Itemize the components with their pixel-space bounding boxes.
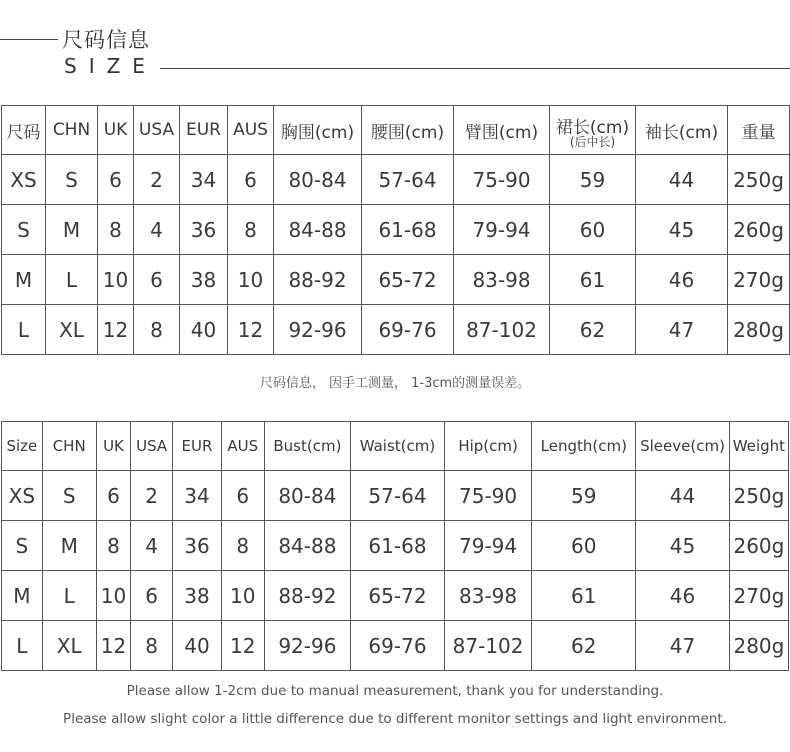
header-cell: CHN [46,106,98,155]
table-cell: 88-92 [264,571,351,621]
table-cell: 75-90 [444,471,532,521]
table-cell: 6 [134,255,180,305]
table-cell: XL [42,621,96,671]
table-cell: 59 [532,471,636,521]
table-cell: 69-76 [362,305,454,355]
header-cell: 腰围(cm) [362,106,454,155]
table-cell: 38 [180,255,228,305]
table-cell: 79-94 [454,205,550,255]
table-cell: 57-64 [351,471,445,521]
table-cell: 75-90 [454,155,550,205]
table-cell: 88-92 [274,255,362,305]
table-cell: 46 [636,571,730,621]
table-cell: 12 [221,621,264,671]
table-cell: 260g [728,205,790,255]
table-header-row [2,422,789,471]
title-divider-right [160,68,790,69]
header-cell: Waist(cm) [351,422,445,471]
size-table-en [1,421,789,671]
table-cell: 8 [96,521,131,571]
table-cell: 6 [221,471,264,521]
table-cell: 2 [131,471,173,521]
table-row [2,305,790,355]
table-cell: 46 [636,255,728,305]
table-cell: 59 [550,155,636,205]
table-cell: 84-88 [264,521,351,571]
table-cell: S [2,521,43,571]
table-cell: 44 [636,471,730,521]
table-cell: 8 [134,305,180,355]
table-cell: 6 [96,471,131,521]
table-cell: 57-64 [362,155,454,205]
header-cell: 重量 [728,106,790,155]
table-cell: L [42,571,96,621]
table-cell: 4 [134,205,180,255]
table-cell: L [2,305,46,355]
table-cell: M [2,571,43,621]
table-cell: XL [46,305,98,355]
table-cell: 62 [532,621,636,671]
header-cell: Size [2,422,43,471]
header-cell: 臂围(cm) [454,106,550,155]
table-row [2,255,790,305]
table-cell: 6 [131,571,173,621]
table-cell: 40 [180,305,228,355]
table-cell: 12 [96,621,131,671]
header-length-sub: (后中长) [569,134,616,149]
page-title-cn: 尺码信息 [62,28,150,52]
table-cell: XS [2,155,46,205]
header-cell: Weight [729,422,788,471]
table-cell: 92-96 [274,305,362,355]
table-cell: 38 [173,571,222,621]
table-cell: S [46,155,98,205]
table-cell: 250g [728,155,790,205]
table-cell: 8 [98,205,134,255]
table-cell: 280g [729,621,788,671]
table-cell: 80-84 [274,155,362,205]
table-cell: 36 [180,205,228,255]
table-cell: 10 [228,255,274,305]
table-cell: M [46,205,98,255]
table-cell: 87-102 [444,621,532,671]
table-cell: 6 [98,155,134,205]
header-cell: CHN [42,422,96,471]
header-cell: Hip(cm) [444,422,532,471]
table-cell: S [2,205,46,255]
header-cell: USA [131,422,173,471]
table-cell: 40 [173,621,222,671]
header-cell-length [550,106,636,155]
table-cell: 8 [228,205,274,255]
table-cell: 260g [729,521,788,571]
table-cell: 12 [98,305,134,355]
table-cell: 10 [98,255,134,305]
table-cell: 60 [532,521,636,571]
table-cell: 8 [221,521,264,571]
table-cell: 270g [729,571,788,621]
header-cell: 袖长(cm) [636,106,728,155]
table-cell: 44 [636,155,728,205]
table-cell: XS [2,471,43,521]
table-cell: 65-72 [362,255,454,305]
table-cell: 10 [221,571,264,621]
table-cell: 92-96 [264,621,351,671]
table-cell: 79-94 [444,521,532,571]
header-cell: UK [98,106,134,155]
header-cell: 尺码 [2,106,46,155]
table-cell: 34 [173,471,222,521]
table-cell: 84-88 [274,205,362,255]
table-cell: 10 [96,571,131,621]
table-cell: 60 [550,205,636,255]
table-cell: 65-72 [351,571,445,621]
table-cell: 8 [131,621,173,671]
table-row [2,205,790,255]
table-cell: 62 [550,305,636,355]
table-cell: 47 [636,305,728,355]
header-cell: EUR [180,106,228,155]
table-cell: 87-102 [454,305,550,355]
table-cell: 83-98 [454,255,550,305]
header-cell: Length(cm) [532,422,636,471]
note-en-color: Please allow slight color a little difference due to different monitor settings and light environment. [63,711,727,727]
table-cell: M [2,255,46,305]
table-cell: 45 [636,521,730,571]
table-cell: 83-98 [444,571,532,621]
table-row [2,521,789,571]
table-cell: 61 [532,571,636,621]
table-cell: 61-68 [351,521,445,571]
table-row [2,571,789,621]
table-cell: L [46,255,98,305]
table-cell: S [42,471,96,521]
table-cell: 280g [728,305,790,355]
note-en-measurement: Please allow 1-2cm due to manual measurement, thank you for understanding. [126,683,664,699]
page-title-en: SIZE [64,54,157,78]
header-cell: USA [134,106,180,155]
table-row [2,155,790,205]
table-cell: L [2,621,43,671]
table-cell: 45 [636,205,728,255]
header-cell: Sleeve(cm) [636,422,730,471]
table-cell: 61-68 [362,205,454,255]
table-row [2,621,789,671]
header-length-label: 裙长(cm) [555,117,630,138]
size-table-cn [1,105,790,355]
header-cell: AUS [221,422,264,471]
table-cell: 47 [636,621,730,671]
table-header-row [2,106,790,155]
table-cell: 270g [728,255,790,305]
table-cell: 2 [134,155,180,205]
table-cell: 61 [550,255,636,305]
table-cell: 4 [131,521,173,571]
table-cell: 34 [180,155,228,205]
header-cell: AUS [228,106,274,155]
table-cell: 12 [228,305,274,355]
table-cell: M [42,521,96,571]
title-divider-left [0,39,58,40]
table-cell: 69-76 [351,621,445,671]
table-cell: 36 [173,521,222,571]
note-cn: 尺码信息， 因手工测量， 1-3cm的测量误差。 [259,376,531,391]
header-cell: 胸围(cm) [274,106,362,155]
table-cell: 250g [729,471,788,521]
table-row [2,471,789,521]
table-cell: 80-84 [264,471,351,521]
header-cell: EUR [173,422,222,471]
table-cell: 6 [228,155,274,205]
header-cell: Bust(cm) [264,422,351,471]
header-cell: UK [96,422,131,471]
